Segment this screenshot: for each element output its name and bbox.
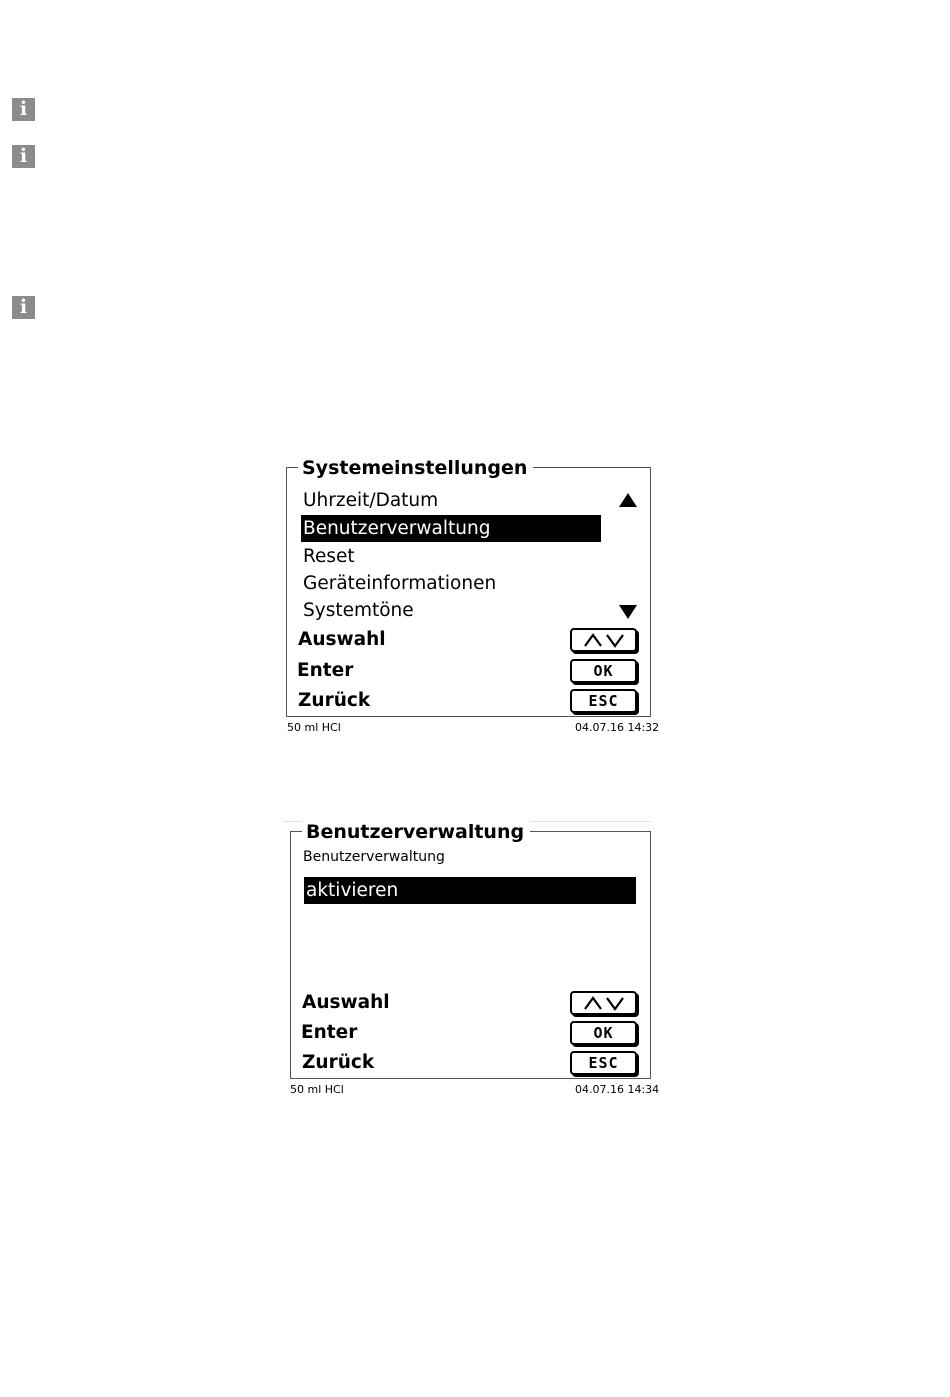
ok-button[interactable]: OK xyxy=(570,659,637,683)
zurueck-label: Zurück xyxy=(302,1052,375,1073)
scroll-down-icon[interactable] xyxy=(619,605,637,619)
up-down-arrows-button[interactable] xyxy=(570,991,637,1015)
menu-item-reset[interactable]: Reset xyxy=(303,546,355,567)
esc-button[interactable]: ESC xyxy=(570,689,637,713)
zurueck-label: Zurück xyxy=(298,690,371,711)
enter-label: Enter xyxy=(297,660,354,681)
option-aktivieren[interactable]: aktivieren xyxy=(304,877,636,904)
benutzerverwaltung-screen xyxy=(290,821,651,1079)
menu-item-benutzerverwaltung[interactable]: Benutzerverwaltung xyxy=(301,515,601,542)
status-left: 50 ml HCl xyxy=(290,1083,344,1096)
auswahl-label: Auswahl xyxy=(298,629,386,650)
esc-button[interactable]: ESC xyxy=(570,1051,637,1075)
ok-button[interactable]: OK xyxy=(570,1021,637,1045)
menu-item-geraeteinformationen[interactable]: Geräteinformationen xyxy=(303,573,497,594)
systemeinstellungen-screen xyxy=(286,457,651,717)
up-down-arrows-icon xyxy=(582,632,626,648)
screen-title: Benutzerverwaltung xyxy=(302,821,530,843)
status-datetime: 04.07.16 14:32 xyxy=(575,721,660,734)
field-label: Benutzerverwaltung xyxy=(303,849,445,865)
status-datetime: 04.07.16 14:34 xyxy=(575,1083,660,1096)
up-down-arrows-icon xyxy=(582,995,626,1011)
up-down-arrows-button[interactable] xyxy=(570,628,637,652)
info-icon: i xyxy=(12,98,35,121)
screen-title: Systemeinstellungen xyxy=(298,457,533,479)
menu-item-systemtoene[interactable]: Systemtöne xyxy=(303,600,414,621)
auswahl-label: Auswahl xyxy=(302,992,390,1013)
info-icon: i xyxy=(12,296,35,319)
info-icon: i xyxy=(12,145,35,168)
status-left: 50 ml HCl xyxy=(287,721,341,734)
menu-item-uhrzeit-datum[interactable]: Uhrzeit/Datum xyxy=(303,490,439,511)
scroll-up-icon[interactable] xyxy=(619,493,637,507)
enter-label: Enter xyxy=(301,1022,358,1043)
